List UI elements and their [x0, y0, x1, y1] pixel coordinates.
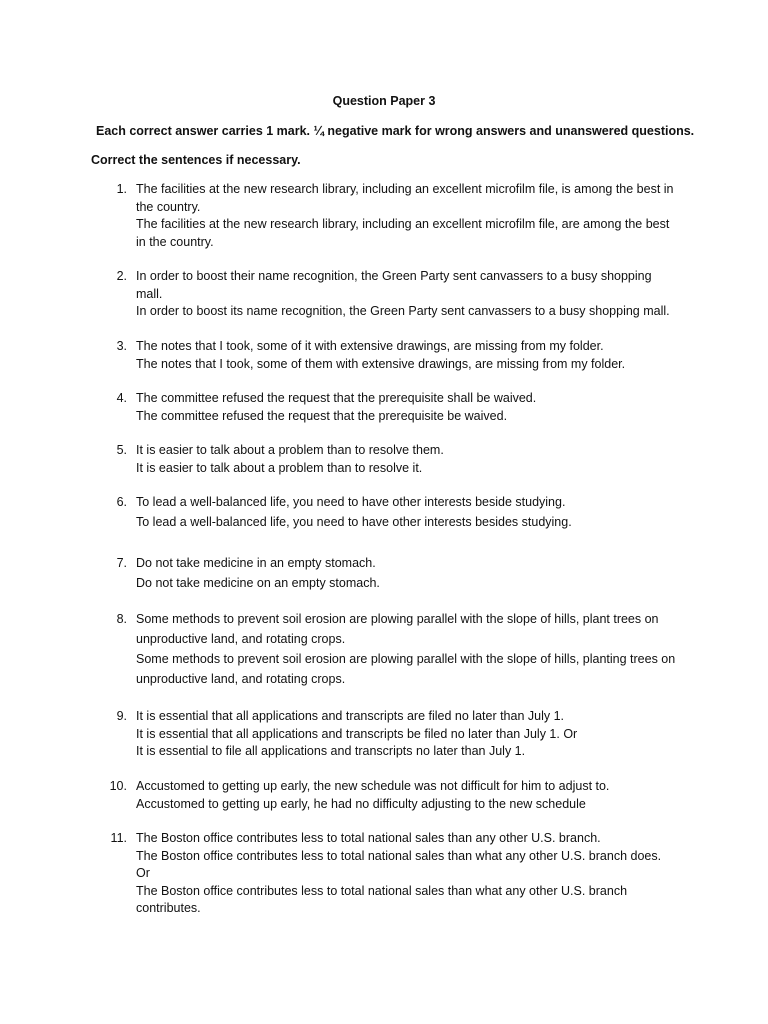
original-sentence: Do not take medicine in an empty stomach.: [136, 556, 376, 570]
corrected-sentence: The committee refused the request that the prerequisite be waived.: [136, 408, 508, 423]
corrected-sentence: Do not take medicine on an empty stomach.: [136, 575, 380, 590]
original-sentence: To lead a well-balanced life, you need to have other interests beside studying.: [136, 495, 566, 509]
corrected-sentence: Accustomed to getting up early, he had no difficulty adjusting to the new schedule: [136, 796, 586, 811]
question-number: 2.: [116, 269, 127, 283]
original-sentence: It is easier to talk about a problem than to resolve them.: [136, 443, 444, 457]
original-sentence: The facilities at the new research library, including an excellent microfilm file, is among the best in the country.: [136, 182, 674, 214]
original-sentence: The committee refused the request that the prerequisite shall be waived.: [136, 391, 537, 405]
original-sentence: The notes that I took, some of it with extensive drawings, are missing from my folder.: [136, 339, 604, 353]
corrected-sentence: To lead a well-balanced life, you need to have other interests besides studying.: [136, 514, 572, 529]
alternative-sentence: It is essential to file all applications and transcripts no later than July 1.: [136, 744, 526, 758]
original-sentence: Accustomed to getting up early, the new schedule was not difficult for him to adjust to.: [136, 779, 610, 793]
corrected-sentence: Some methods to prevent soil erosion are plowing parallel with the slope of hills, planting trees on unproductive land, and rotating crops.: [136, 652, 676, 686]
task-instruction: Correct the sentences if necessary.: [91, 153, 301, 167]
corrected-sentence: The Boston office contributes less to total national sales than what any other U.S. branch does.: [136, 848, 662, 863]
question-number: 4.: [116, 391, 127, 405]
corrected-sentence: It is easier to talk about a problem than to resolve it.: [136, 460, 423, 475]
question-number: 5.: [116, 443, 127, 457]
question-number: 7.: [116, 556, 127, 570]
original-sentence: It is essential that all applications and transcripts are filed no later than July 1.: [136, 709, 565, 723]
original-sentence: In order to boost their name recognition, the Green Party sent canvassers to a busy shopping mall.: [136, 269, 652, 301]
alternative-sentence: The Boston office contributes less to total national sales than what any other U.S. branch contributes.: [136, 883, 628, 915]
question-number: 1.: [116, 182, 127, 196]
question-number: 8.: [116, 612, 127, 626]
page-title: Question Paper 3: [332, 94, 436, 108]
corrected-sentence: The notes that I took, some of them with extensive drawings, are missing from my folder.: [136, 356, 626, 371]
original-sentence: The Boston office contributes less to total national sales than any other U.S. branch.: [136, 831, 601, 845]
corrected-sentence: It is essential that all applications and transcripts be filed no later than July 1. Or: [136, 726, 578, 741]
original-sentence: Some methods to prevent soil erosion are plowing parallel with the slope of hills, plant trees on unproductive land, and rotating crops.: [136, 612, 659, 646]
corrected-sentence: In order to boost its name recognition, the Green Party sent canvassers to a busy shopping mall.: [136, 304, 670, 318]
question-number: 9.: [116, 709, 127, 723]
marking-instruction: Each correct answer carries 1 mark. ¼ negative mark for wrong answers and unanswered questions.: [96, 124, 695, 138]
question-number: 3.: [116, 339, 127, 353]
question-number: 10.: [109, 779, 127, 793]
corrected-sentence: The facilities at the new research library, including an excellent microfilm file, are among the best in the country.: [136, 217, 670, 249]
or-separator: Or: [136, 866, 150, 880]
question-number: 6.: [116, 495, 127, 509]
question-number: 11.: [110, 831, 127, 845]
